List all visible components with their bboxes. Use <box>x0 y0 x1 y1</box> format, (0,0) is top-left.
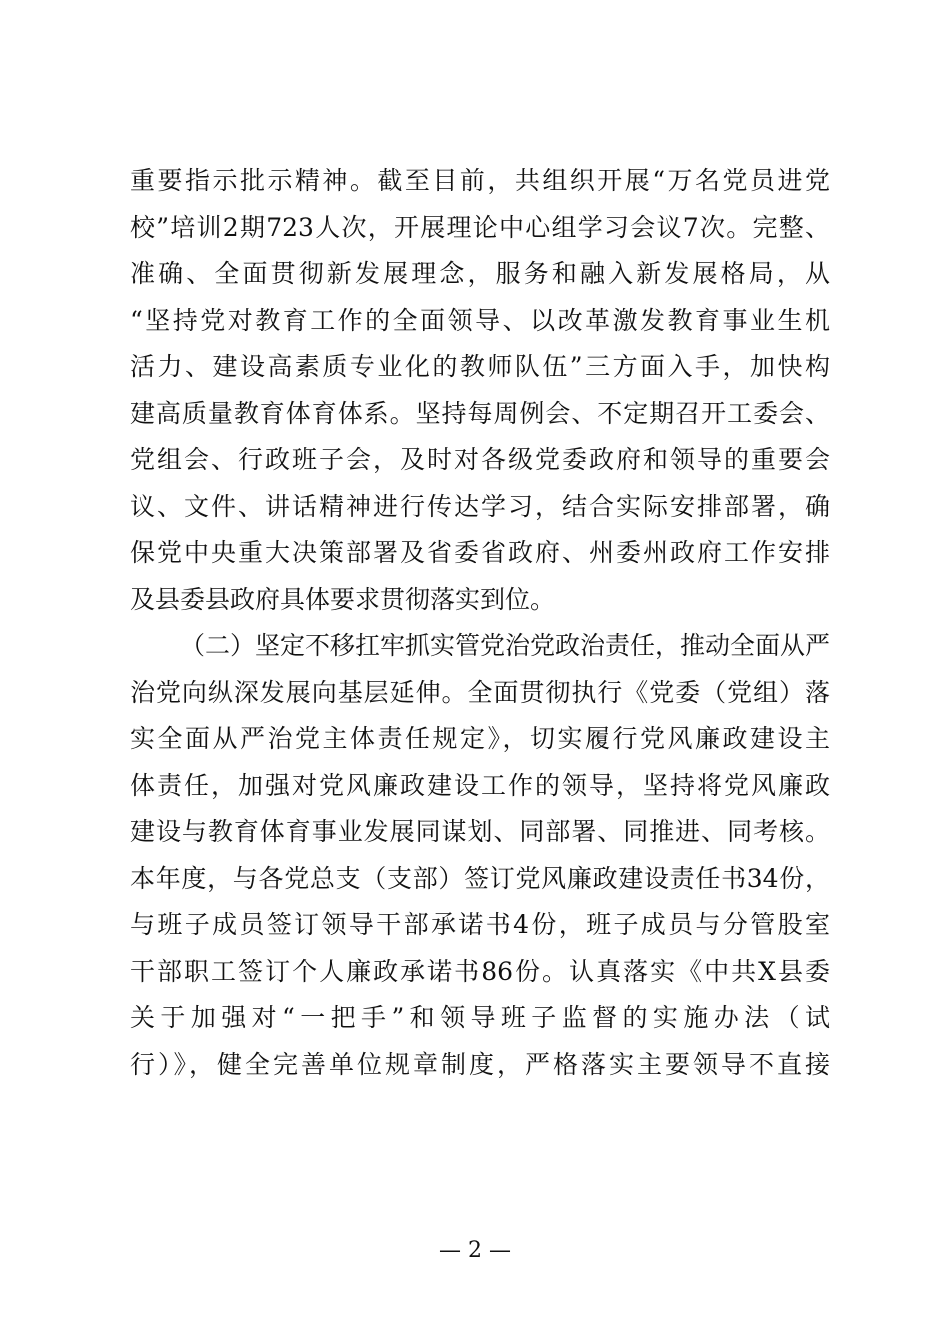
text-line: 议、文件、讲话精神进行传达学习，结合实际安排部署，确 <box>130 491 830 521</box>
text-line: 重要指示批示精神。截至目前，共组织开展“万名党员进党 <box>130 166 830 195</box>
text-line: 校”培训2期723人次，开展理论中心组学习会议7次。完整、 <box>130 212 830 242</box>
text-line: 准确、全面贯彻新发展理念，服务和融入新发展格局，从 <box>130 259 830 288</box>
text-line: 行）》，健全完善单位规章制度，严格落实主要领导不直接 <box>130 1049 830 1079</box>
text-line: 建设与教育体育事业发展同谋划、同部署、同推进、同考核。 <box>130 817 830 846</box>
text-line: 党组会、行政班子会，及时对各级党委政府和领导的重要会 <box>130 445 830 474</box>
body-text <box>130 158 830 1088</box>
text-line: 体责任，加强对党风廉政建设工作的领导，坚持将党风廉政 <box>130 770 830 800</box>
text-line: 本年度，与各党总支（支部）签订党风廉政建设责任书34份， <box>130 863 830 893</box>
text-line: “坚持党对教育工作的全面领导、以改革激发教育事业生机 <box>130 305 830 335</box>
text-line: 关于加强对“一把手”和领导班子监督的实施办法（试 <box>130 1003 830 1032</box>
text-line: 治党向纵深发展向基层延伸。全面贯彻执行《党委（党组）落 <box>130 677 830 707</box>
text-line: 建高质量教育体育体系。坚持每周例会、不定期召开工委会、 <box>130 398 830 428</box>
text-line: 干部职工签订个人廉政承诺书86份。认真落实《中共X县委 <box>130 956 830 986</box>
paragraph-end-line: 及县委县政府具体要求贯彻落实到位。 <box>130 584 556 614</box>
text-line: 实全面从严治党主体责任规定》，切实履行党风廉政建设主 <box>130 724 830 753</box>
text-line: 活力、建设高素质专业化的教师队伍”三方面入手，加快构 <box>130 352 830 381</box>
page-number: — 2 — <box>439 1238 511 1263</box>
text-line: 与班子成员签订领导干部承诺书4份，班子成员与分管股室 <box>130 910 830 939</box>
section-heading-line: （二）坚定不移扛牢抓实管党治党政治责任，推动全面从严 <box>180 631 831 660</box>
text-line: 保党中央重大决策部署及省委省政府、州委州政府工作安排 <box>130 538 830 567</box>
